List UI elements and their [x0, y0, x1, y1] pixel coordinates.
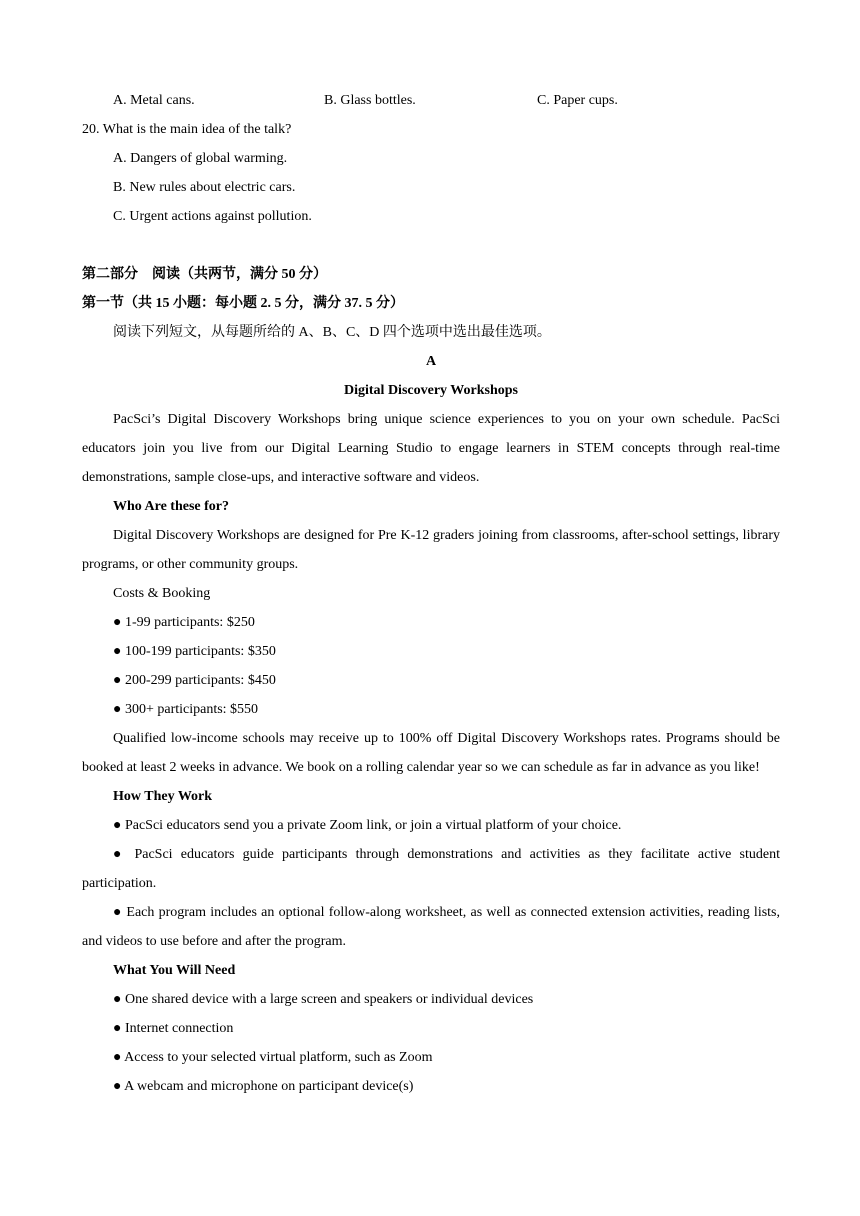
q19-option-c: C. Paper cups.: [537, 93, 618, 108]
part2-heading: 第二部分 阅读（共两节，满分 50 分）: [82, 267, 327, 282]
cost-item: ● 100-199 participants: $350: [113, 644, 276, 659]
how-item: ● PacSci educators send you a private Zoom link, or join a virtual platform of your choice.: [113, 818, 622, 833]
passage-letter: A: [425, 354, 437, 369]
need-item: ● A webcam and microphone on participant device(s): [113, 1079, 414, 1094]
who-heading: Who Are these for?: [113, 499, 229, 514]
how-item: ● Each program includes an optional follow-along worksheet, as well as connected extension activities, reading lists, and videos to use before and after the program.: [82, 905, 780, 949]
q20-option-b: B. New rules about electric cars.: [113, 180, 296, 195]
q20-option-c: C. Urgent actions against pollution.: [113, 209, 312, 224]
q19-option-b: B. Glass bottles.: [324, 93, 416, 108]
passage-intro: PacSci’s Digital Discovery Workshops bring unique science experiences to you on your own schedule. PacSci educators join you live from our Digital Learning Studio to engage learners in STEM concepts through real-time demonstrations, sample close-ups, and interactive software and videos.: [82, 412, 780, 485]
need-heading: What You Will Need: [113, 963, 236, 978]
how-heading: How They Work: [113, 789, 213, 804]
need-item: ● Access to your selected virtual platform, such as Zoom: [113, 1050, 433, 1065]
reading-instruction: 阅读下列短文，从每题所给的 A、B、C、D 四个选项中选出最佳选项。: [113, 325, 551, 340]
how-item: ● PacSci educators guide participants through demonstrations and activities as they facilitate active student participation.: [82, 847, 780, 891]
passage-title: Digital Discovery Workshops: [344, 383, 518, 398]
costs-heading: Costs & Booking: [113, 586, 211, 601]
need-item: ● One shared device with a large screen and speakers or individual devices: [113, 992, 534, 1007]
exam-page: [82, 86, 780, 1101]
cost-item: ● 300+ participants: $550: [113, 702, 259, 717]
spacer: [82, 231, 780, 260]
section1-heading: 第一节（共 15 小题：每小题 2. 5 分，满分 37. 5 分）: [82, 296, 404, 311]
cost-item: ● 200-299 participants: $450: [113, 673, 276, 688]
q20-option-a: A. Dangers of global warming.: [113, 151, 288, 166]
q19-option-a: A. Metal cans.: [113, 93, 195, 108]
q19-options: [82, 86, 780, 115]
costs-note: Qualified low-income schools may receive up to 100% off Digital Discovery Workshops rates. Programs should be booked at least 2 weeks in advance. We book on a rolling calendar year so we can schedule as far in advance as you like!: [82, 731, 780, 775]
q20-stem: 20. What is the main idea of the talk?: [82, 122, 292, 137]
need-item: ● Internet connection: [113, 1021, 234, 1036]
cost-item: ● 1-99 participants: $250: [113, 615, 255, 630]
who-text: Digital Discovery Workshops are designed for Pre K-12 graders joining from classrooms, after-school settings, library programs, or other community groups.: [82, 528, 780, 572]
